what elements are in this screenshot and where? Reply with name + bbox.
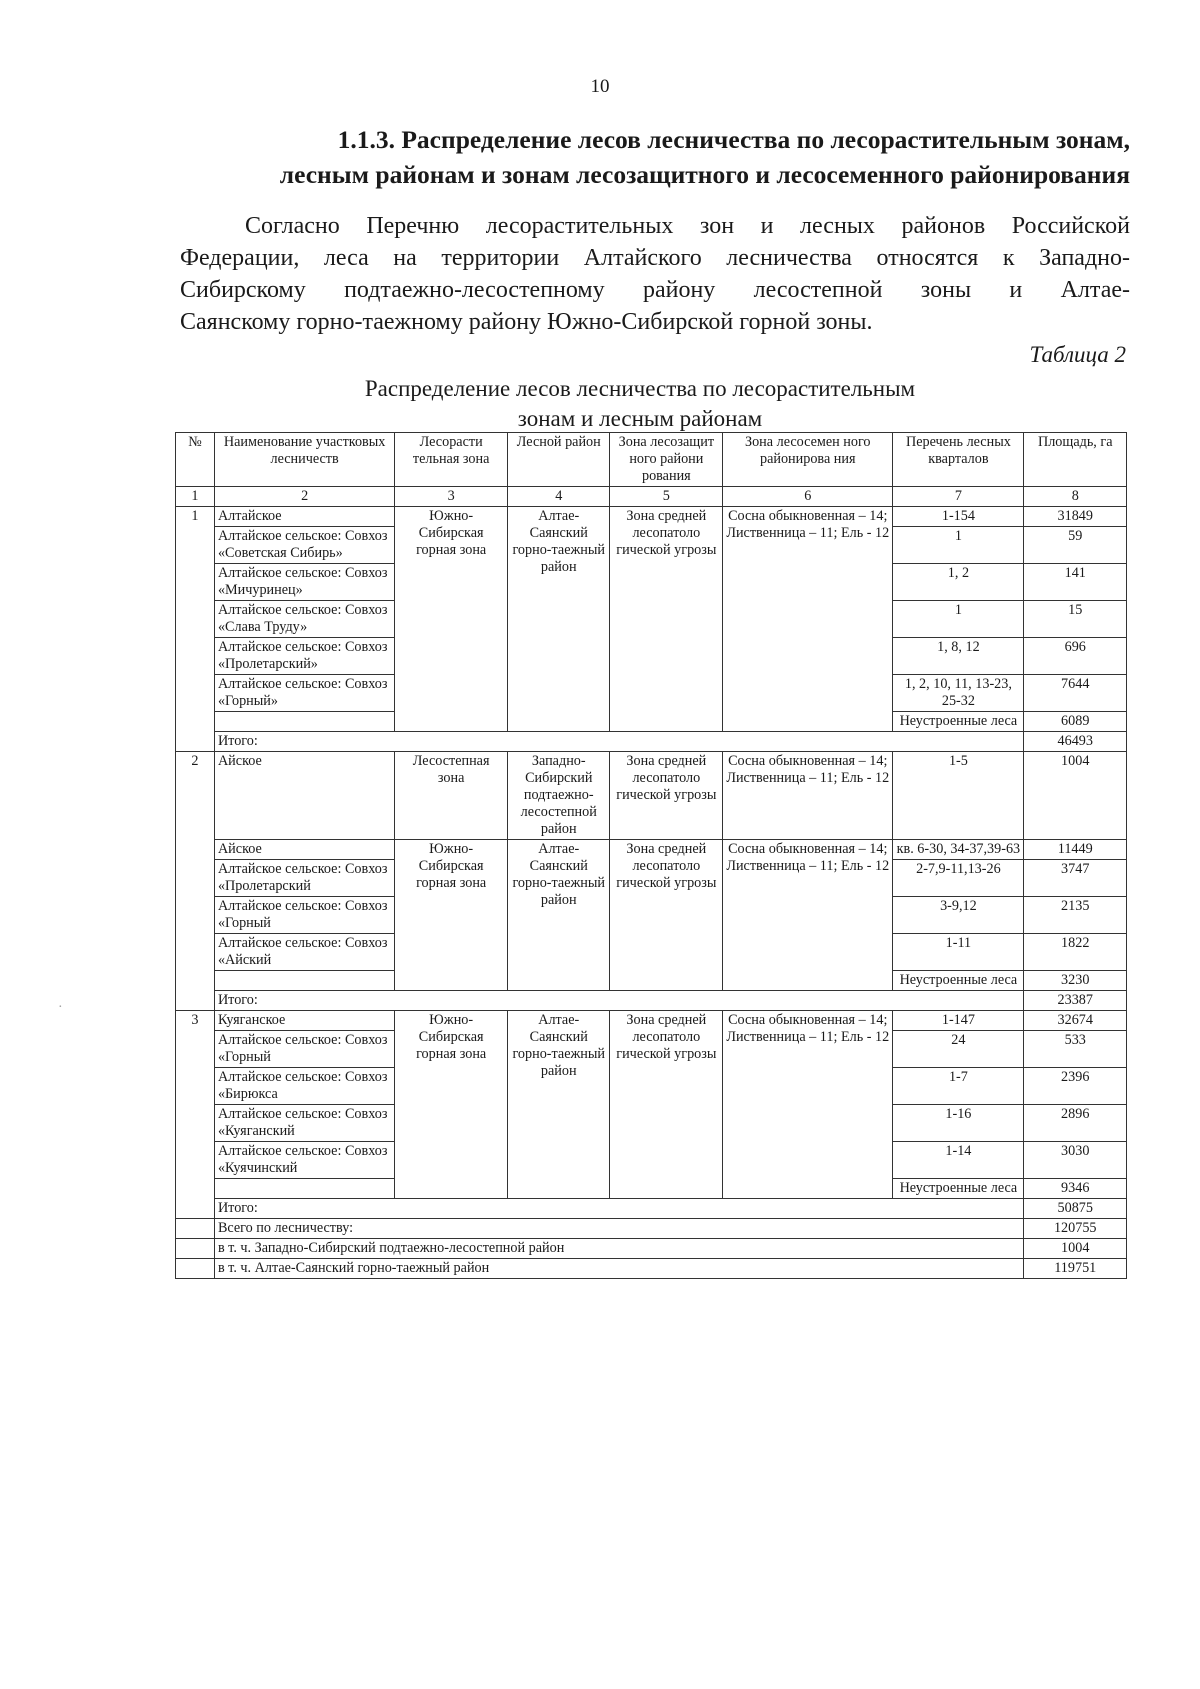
forestry-name-cell — [214, 1179, 394, 1199]
quarters-cell: 1-7 — [893, 1068, 1024, 1105]
column-number: 2 — [214, 487, 394, 507]
heading-line-1: 1.1.3. Распределение лесов лесничества по лесорастительным зонам, — [337, 125, 1130, 154]
summary-row — [176, 1239, 1127, 1259]
heading-line-2: лесным районам и зонам лесозащитного и лесосеменного районирования — [279, 160, 1130, 189]
area-cell: 1822 — [1024, 934, 1127, 971]
area-cell: 2135 — [1024, 897, 1127, 934]
header-cell: Зона лесосемен ного районирова ния — [723, 433, 893, 487]
total-label: Итого: — [214, 732, 1024, 752]
table-caption — [255, 374, 1025, 434]
quarters-cell: 1, 2, 10, 11, 13-23, 25-32 — [893, 675, 1024, 712]
area-cell: 32674 — [1024, 1011, 1127, 1031]
quarters-cell: 24 — [893, 1031, 1024, 1068]
forest-district-cell: Алтае-Саянский горно-таежный район — [508, 840, 610, 991]
quarters-cell: Неустроенные леса — [893, 1179, 1024, 1199]
forestry-name-cell — [214, 971, 394, 991]
forestry-name-cell: Куяганское — [214, 1011, 394, 1031]
table-row — [176, 507, 1127, 527]
header-cell: Лесной район — [508, 433, 610, 487]
quarters-cell: 1, 2 — [893, 564, 1024, 601]
forestry-name-cell: Алтайское сельское: Совхоз «Горный» — [214, 675, 394, 712]
summary-spacer-cell — [176, 1219, 215, 1239]
summary-label: в т. ч. Западно-Сибирский подтаежно-лесостепной район — [214, 1239, 1024, 1259]
total-value: 50875 — [1024, 1199, 1127, 1219]
total-label: Итого: — [214, 991, 1024, 1011]
table-header-row — [176, 433, 1127, 487]
forest-zone-cell: Южно-Сибирская горная зона — [395, 507, 508, 732]
intro-line: Согласно Перечню лесорастительных зон и лесных районов Российской — [245, 213, 1130, 239]
table-caption-line-1: Распределение лесов лесничества по лесорастительным — [364, 376, 916, 401]
summary-value: 119751 — [1024, 1259, 1127, 1279]
total-value: 23387 — [1024, 991, 1127, 1011]
quarters-cell: кв. 6-30, 34-37,39-63 — [893, 840, 1024, 860]
forest-zone-cell: Южно-Сибирская горная зона — [395, 840, 508, 991]
area-cell: 9346 — [1024, 1179, 1127, 1199]
total-row — [176, 991, 1127, 1011]
forestry-name-cell: Алтайское сельское: Совхоз «Айский — [214, 934, 394, 971]
forestry-name-cell: Алтайское сельское: Совхоз «Советская Сибирь» — [214, 527, 394, 564]
column-number: 1 — [176, 487, 215, 507]
quarters-cell: 3-9,12 — [893, 897, 1024, 934]
forestry-name-cell: Айское — [214, 752, 394, 840]
quarters-cell: 1, 8, 12 — [893, 638, 1024, 675]
column-number: 8 — [1024, 487, 1127, 507]
summary-spacer-cell — [176, 1239, 215, 1259]
quarters-cell: 1-14 — [893, 1142, 1024, 1179]
total-value: 46493 — [1024, 732, 1127, 752]
area-cell: 3030 — [1024, 1142, 1127, 1179]
table-row — [176, 752, 1127, 840]
summary-row — [176, 1259, 1127, 1279]
quarters-cell: 1-16 — [893, 1105, 1024, 1142]
quarters-cell: 1-154 — [893, 507, 1024, 527]
header-cell: Перечень лесных кварталов — [893, 433, 1024, 487]
header-cell: № — [176, 433, 215, 487]
summary-label: Всего по лесничеству: — [214, 1219, 1024, 1239]
area-cell: 15 — [1024, 601, 1127, 638]
summary-value: 1004 — [1024, 1239, 1127, 1259]
column-number: 5 — [610, 487, 723, 507]
forest-district-cell: Западно-Сибирский подтаежно-лесостепной район — [508, 752, 610, 840]
total-row — [176, 1199, 1127, 1219]
column-number: 3 — [395, 487, 508, 507]
forestry-name-cell — [214, 712, 394, 732]
intro-paragraph — [180, 210, 1130, 338]
forestry-name-cell: Алтайское сельское: Совхоз «Бирюкса — [214, 1068, 394, 1105]
area-cell: 141 — [1024, 564, 1127, 601]
area-cell: 3230 — [1024, 971, 1127, 991]
intro-line: Саянскому горно-таежному району Южно-Сибирской горной зоны. — [180, 309, 873, 335]
protective-zone-cell: Зона средней лесопатоло гической угрозы — [610, 840, 723, 991]
column-number: 4 — [508, 487, 610, 507]
column-number: 6 — [723, 487, 893, 507]
quarters-cell: 1-147 — [893, 1011, 1024, 1031]
total-row — [176, 732, 1127, 752]
table-caption-line-2: зонам и лесным районам — [517, 406, 763, 431]
table-body — [176, 507, 1127, 1279]
protective-zone-cell: Зона средней лесопатоло гической угрозы — [610, 1011, 723, 1199]
forest-zone-cell: Южно-Сибирская горная зона — [395, 1011, 508, 1199]
table-row — [176, 840, 1127, 860]
header-cell: Лесорасти тельная зона — [395, 433, 508, 487]
quarters-cell: 2-7,9-11,13-26 — [893, 860, 1024, 897]
forest-distribution-table — [175, 432, 1127, 1279]
area-cell: 696 — [1024, 638, 1127, 675]
forest-district-cell: Алтае-Саянский горно-таежный район — [508, 507, 610, 732]
header-cell: Зона лесозащит ного райони рования — [610, 433, 723, 487]
section-heading — [160, 122, 1130, 192]
summary-spacer-cell — [176, 1259, 215, 1279]
area-cell: 31849 — [1024, 507, 1127, 527]
intro-line: Сибирскому подтаежно-лесостепному району лесостепной зоны и Алтае- — [180, 277, 1130, 303]
protective-zone-cell: Зона средней лесопатоло гической угрозы — [610, 752, 723, 840]
forestry-name-cell: Алтайское — [214, 507, 394, 527]
quarters-cell: Неустроенные леса — [893, 971, 1024, 991]
total-label: Итого: — [214, 1199, 1024, 1219]
quarters-cell: 1-11 — [893, 934, 1024, 971]
area-cell: 3747 — [1024, 860, 1127, 897]
forestry-name-cell: Алтайское сельское: Совхоз «Куяганский — [214, 1105, 394, 1142]
summary-label: в т. ч. Алтае-Саянский горно-таежный район — [214, 1259, 1024, 1279]
forestry-name-cell: Алтайское сельское: Совхоз «Мичуринец» — [214, 564, 394, 601]
protective-zone-cell: Зона средней лесопатоло гической угрозы — [610, 507, 723, 732]
forestry-name-cell: Айское — [214, 840, 394, 860]
area-cell: 7644 — [1024, 675, 1127, 712]
area-cell: 2896 — [1024, 1105, 1127, 1142]
seed-zone-cell: Сосна обыкновенная – 14; Лиственница – 11; Ель - 12 — [723, 507, 893, 732]
quarters-cell: 1 — [893, 601, 1024, 638]
area-cell: 59 — [1024, 527, 1127, 564]
seed-zone-cell: Сосна обыкновенная – 14; Лиственница – 11; Ель - 12 — [723, 840, 893, 991]
quarters-cell: 1 — [893, 527, 1024, 564]
summary-row — [176, 1219, 1127, 1239]
forest-district-cell: Алтае-Саянский горно-таежный район — [508, 1011, 610, 1199]
header-cell: Наименование участковых лесничеств — [214, 433, 394, 487]
section-number-cell: 2 — [176, 752, 215, 1011]
page-number: 10 — [590, 76, 610, 97]
summary-value: 120755 — [1024, 1219, 1127, 1239]
area-cell: 533 — [1024, 1031, 1127, 1068]
area-cell: 11449 — [1024, 840, 1127, 860]
quarters-cell: Неустроенные леса — [893, 712, 1024, 732]
header-cell: Площадь, га — [1024, 433, 1127, 487]
table-column-number-row — [176, 487, 1127, 507]
seed-zone-cell: Сосна обыкновенная – 14; Лиственница – 11; Ель - 12 — [723, 1011, 893, 1199]
margin-mark: · — [58, 1000, 63, 1015]
forestry-name-cell: Алтайское сельское: Совхоз «Пролетарский — [214, 860, 394, 897]
column-number: 7 — [893, 487, 1024, 507]
table-row — [176, 1011, 1127, 1031]
forestry-name-cell: Алтайское сельское: Совхоз «Горный — [214, 1031, 394, 1068]
area-cell: 2396 — [1024, 1068, 1127, 1105]
forest-zone-cell: Лесостепная зона — [395, 752, 508, 840]
area-cell: 1004 — [1024, 752, 1127, 840]
seed-zone-cell: Сосна обыкновенная – 14; Лиственница – 11; Ель - 12 — [723, 752, 893, 840]
section-number-cell: 1 — [176, 507, 215, 752]
forestry-name-cell: Алтайское сельское: Совхоз «Куячинский — [214, 1142, 394, 1179]
area-cell: 6089 — [1024, 712, 1127, 732]
forestry-name-cell: Алтайское сельское: Совхоз «Горный — [214, 897, 394, 934]
forestry-name-cell: Алтайское сельское: Совхоз «Пролетарский» — [214, 638, 394, 675]
table-label: Таблица 2 — [1029, 342, 1126, 367]
section-number-cell: 3 — [176, 1011, 215, 1219]
intro-line: Федерации, леса на территории Алтайского лесничества относятся к Западно- — [180, 245, 1130, 271]
quarters-cell: 1-5 — [893, 752, 1024, 840]
forestry-name-cell: Алтайское сельское: Совхоз «Слава Труду» — [214, 601, 394, 638]
